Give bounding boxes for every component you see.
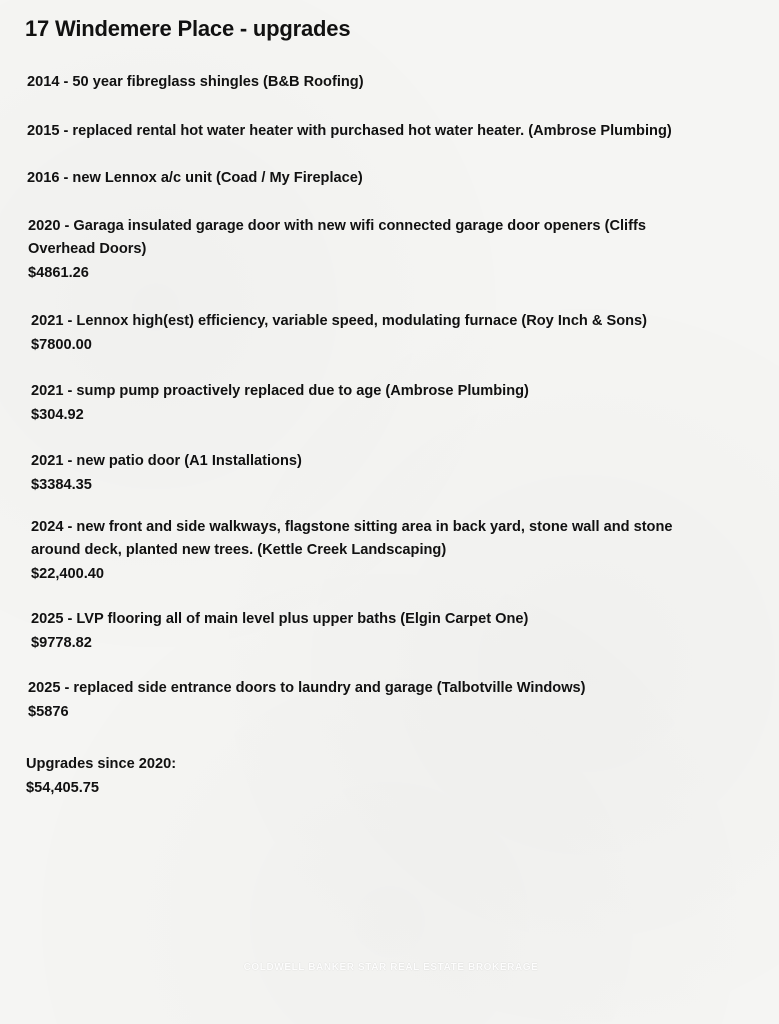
upgrade-entry-2025-doors <box>28 677 748 724</box>
upgrade-description: 2015 - replaced rental hot water heater with purchased hot water heater. (Ambrose Plumbing) <box>27 123 672 139</box>
upgrade-entry-2021-sump-pump <box>31 380 751 427</box>
upgrade-cost: $5876 <box>28 704 69 720</box>
upgrades-summary <box>26 752 176 800</box>
upgrade-cost: $3384.35 <box>31 477 92 493</box>
upgrade-cost: $9778.82 <box>31 635 92 651</box>
upgrade-entry-2020 <box>28 215 688 285</box>
upgrade-description: 2025 - replaced side entrance doors to laundry and garage (Talbotville Windows) <box>28 680 586 696</box>
page-title: 17 Windemere Place - upgrades <box>25 16 351 41</box>
upgrade-description: 2021 - Lennox high(est) efficiency, variable speed, modulating furnace (Roy Inch & Sons) <box>31 313 648 329</box>
upgrade-description: 2025 - LVP flooring all of main level plus upper baths (Elgin Carpet One) <box>31 611 529 627</box>
upgrade-entry-2021-patio-door <box>31 450 751 497</box>
upgrade-cost: $22,400.40 <box>31 566 105 582</box>
upgrade-cost: $304.92 <box>31 407 84 423</box>
upgrade-cost: $4861.26 <box>28 265 89 281</box>
upgrade-description: 2020 - Garaga insulated garage door with new wifi connected garage door openers (Cliffs Overhead Doors) <box>28 218 646 257</box>
upgrade-cost: $7800.00 <box>31 337 92 353</box>
summary-total: $54,405.75 <box>26 780 100 796</box>
upgrade-description: 2014 - 50 year fibreglass shingles (B&B Roofing) <box>27 74 364 90</box>
upgrade-entry-2015 <box>27 120 757 143</box>
upgrade-entry-2025-flooring <box>31 608 751 655</box>
brokerage-watermark: COLDWELL BANKER STAR REAL ESTATE BROKERAGE <box>243 962 539 973</box>
upgrade-entry-2024 <box>31 516 721 586</box>
upgrade-entry-2014 <box>27 71 747 94</box>
upgrade-entry-2016 <box>27 167 747 190</box>
upgrade-entry-2021-furnace <box>31 310 751 357</box>
upgrade-description: 2016 - new Lennox a/c unit (Coad / My Fireplace) <box>27 170 363 186</box>
upgrade-description: 2021 - sump pump proactively replaced due to age (Ambrose Plumbing) <box>31 383 529 399</box>
upgrade-description: 2021 - new patio door (A1 Installations) <box>31 453 302 469</box>
summary-label: Upgrades since 2020: <box>26 756 177 772</box>
upgrade-description: 2024 - new front and side walkways, flagstone sitting area in back yard, stone wall and stone around deck, planted new trees. (Kettle Creek Landscaping) <box>31 519 673 558</box>
